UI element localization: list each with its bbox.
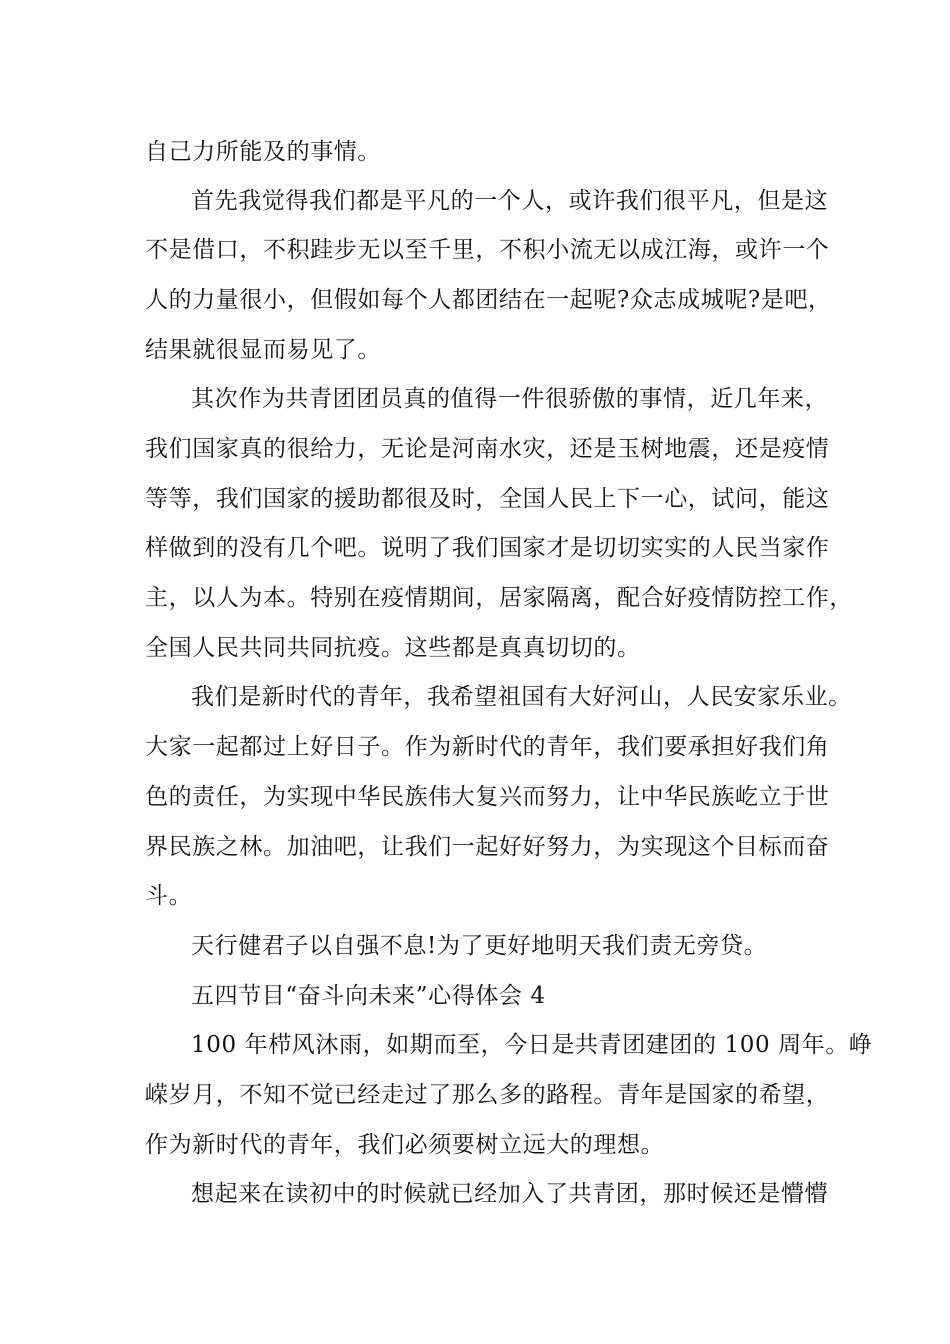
text-line: 首先我觉得我们都是平凡的一个人，或许我们很平凡，但是这 <box>191 188 829 214</box>
text-line: 全国人民共同共同抗疫。这些都是真真切切的。 <box>145 635 641 661</box>
section-heading: 五四节目“奋斗向未来”心得体会 4 <box>191 983 546 1009</box>
text-line: 色的责任，为实现中华民族伟大复兴而努力，让中华民族屹立于世 <box>145 784 830 810</box>
text-line: 自己力所能及的事情。 <box>145 139 381 165</box>
text-line: 作为新时代的青年，我们必须要树立远大的理想。 <box>145 1132 665 1158</box>
text-line: 100 年栉风沐雨，如期而至，今日是共青团建团的 100 周年。峥 <box>191 1032 873 1058</box>
text-line: 不是借口，不积跬步无以至千里，不积小流无以成江海，或许一个 <box>145 237 830 263</box>
text-line: 我们国家真的很给力，无论是河南水灾，还是玉树地震，还是疫情 <box>145 436 830 462</box>
text-line: 结果就很显而易见了。 <box>145 337 381 363</box>
text-line: 斗。 <box>145 883 193 909</box>
text-line: 样做到的没有几个吧。说明了我们国家才是切切实实的人民当家作 <box>145 535 830 561</box>
text-line: 我们是新时代的青年，我希望祖国有大好河山，人民安家乐业。 <box>191 684 852 710</box>
text-line: 等等，我们国家的援助都很及时，全国人民上下一心，试问，能这 <box>145 486 830 512</box>
text-line: 主，以人为本。特别在疫情期间，居家隔离，配合好疫情防控工作， <box>145 585 853 611</box>
text-line: 界民族之林。加油吧，让我们一起好好努力，为实现这个目标而奋 <box>145 834 830 860</box>
text-line: 人的力量很小，但假如每个人都团结在一起呢?众志成城呢?是吧， <box>145 287 832 313</box>
text-line: 其次作为共青团团员真的值得一件很骄傲的事情，近几年来， <box>191 386 829 412</box>
text-line: 大家一起都过上好日子。作为新时代的青年，我们要承担好我们角 <box>145 734 830 760</box>
text-line: 天行健君子以自强不息!为了更好地明天我们责无旁贷。 <box>191 933 768 959</box>
text-line: 嵘岁月，不知不觉已经走过了那么多的路程。青年是国家的希望， <box>145 1082 830 1108</box>
text-line: 想起来在读初中的时候就已经加入了共青团，那时候还是懵懵 <box>191 1181 829 1207</box>
